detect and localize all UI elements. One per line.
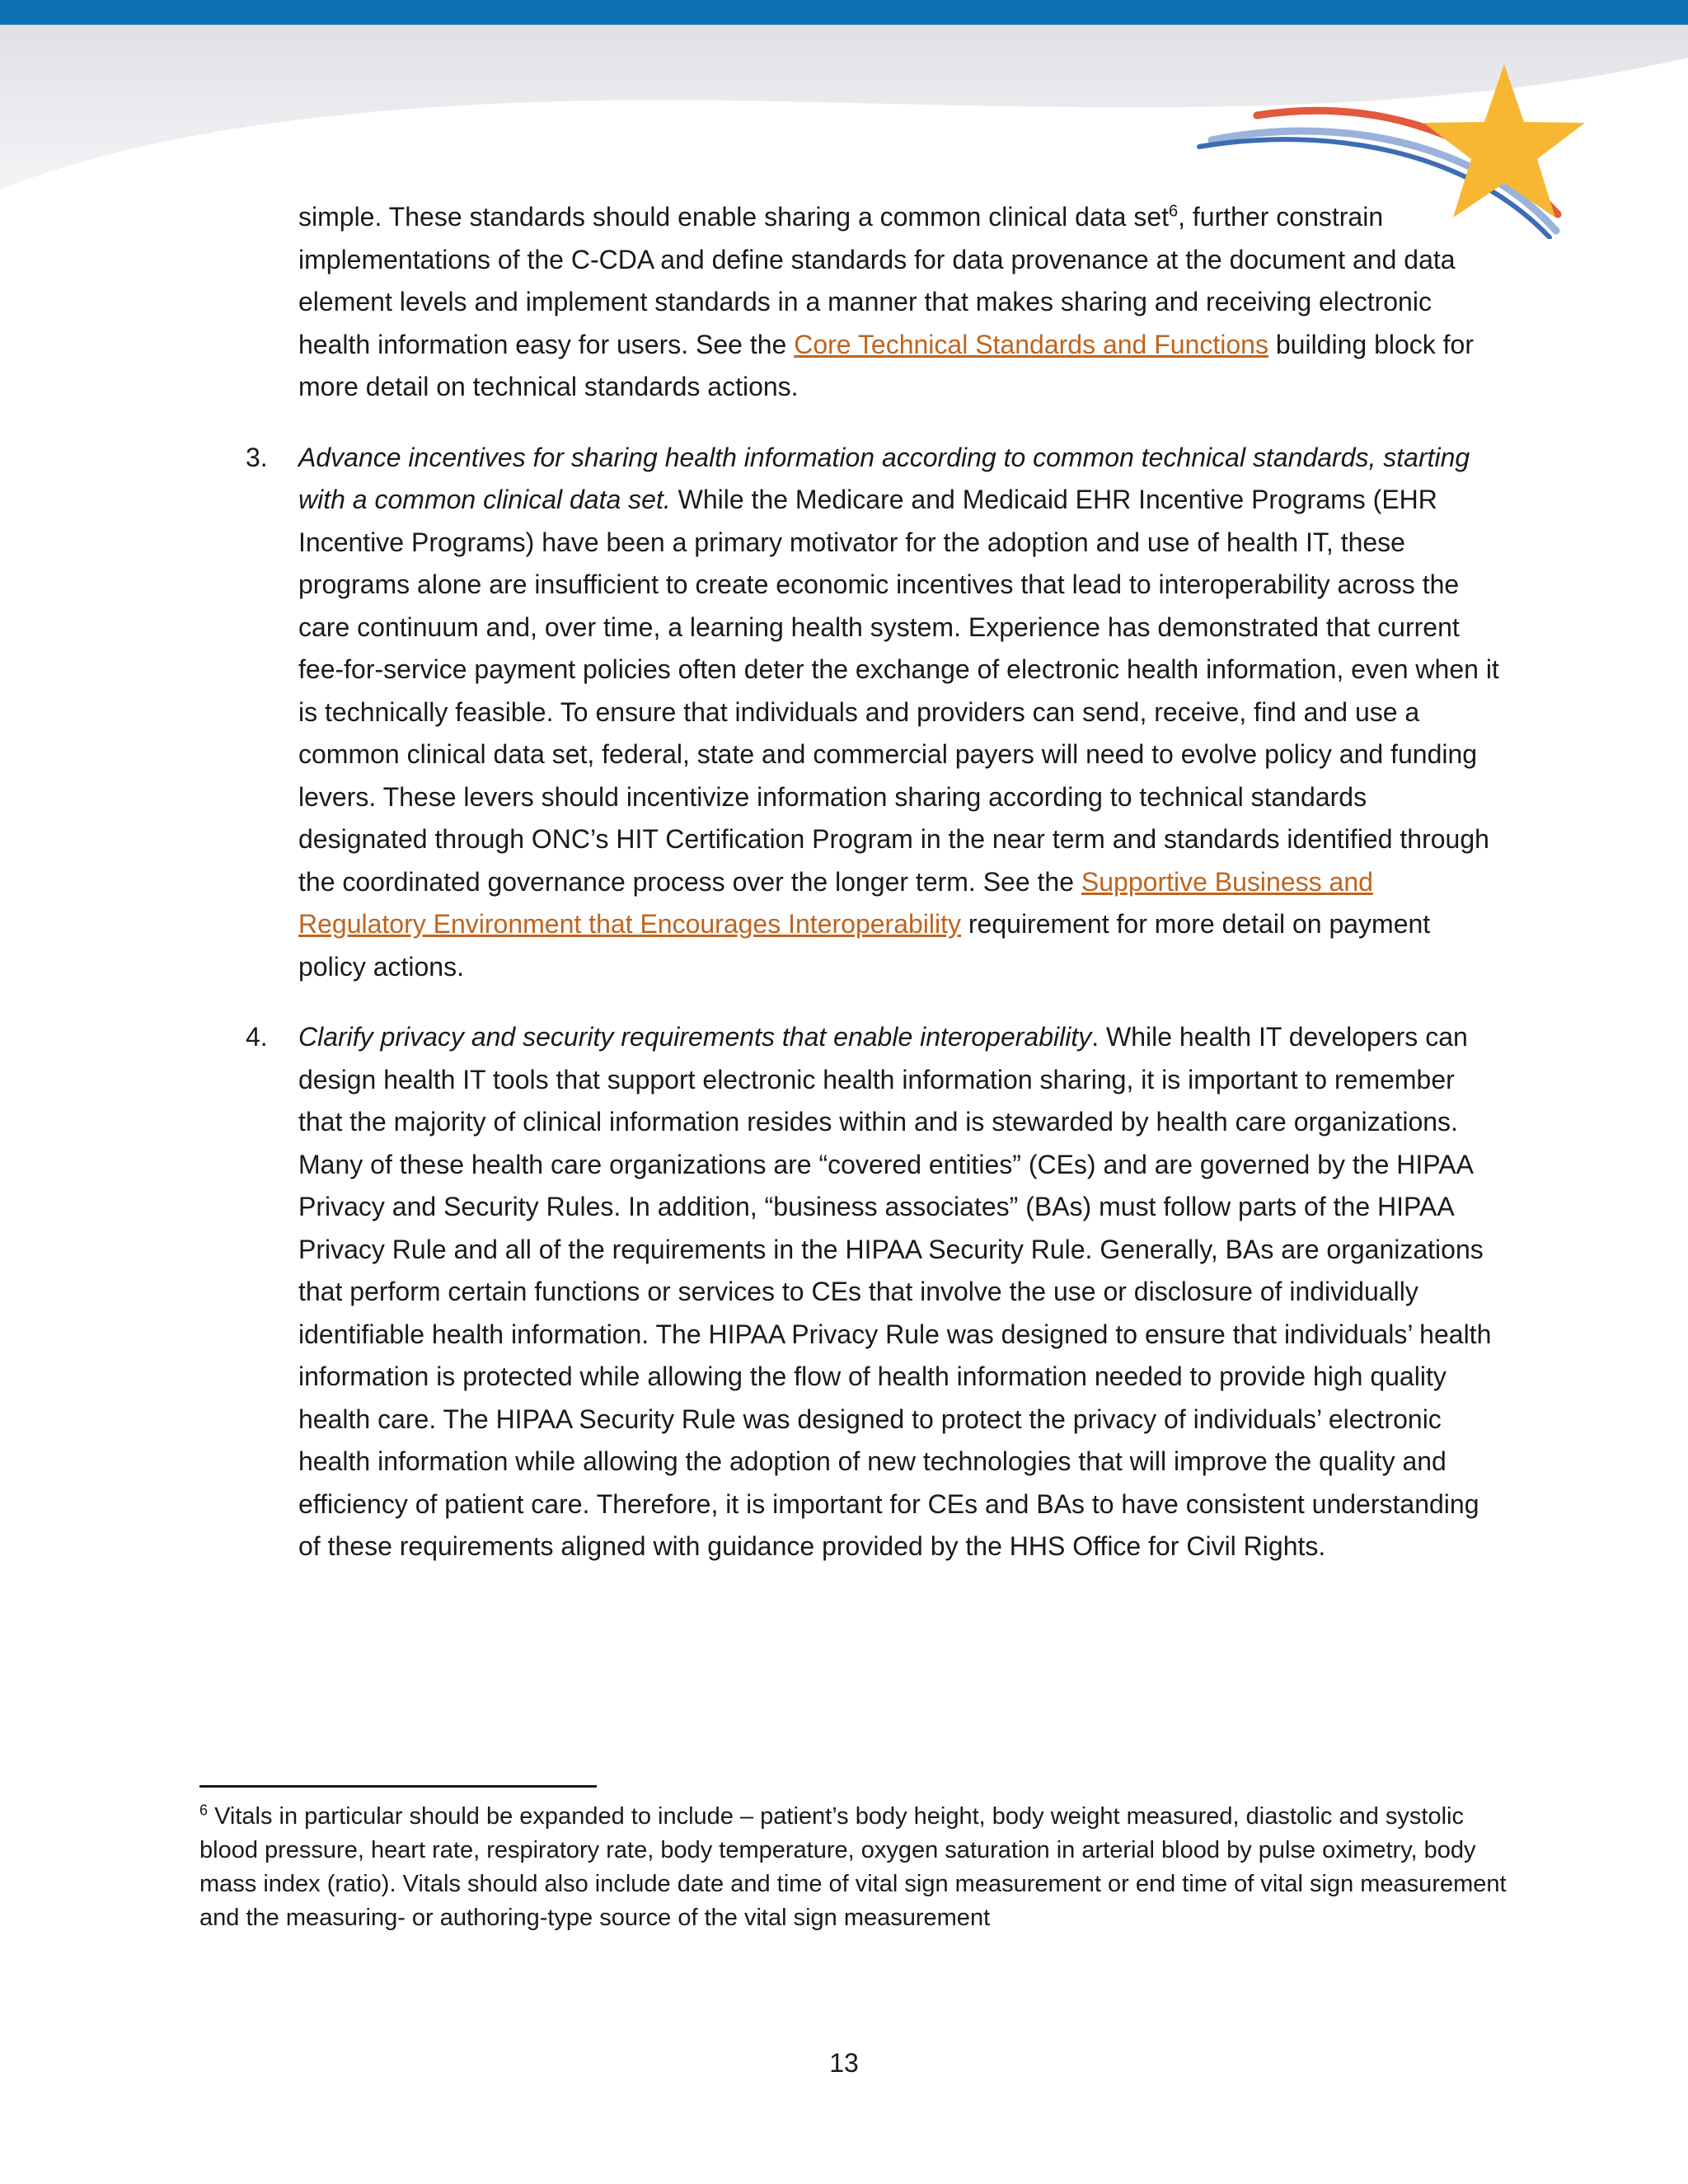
list-item-3: 3. Advance incentives for sharing health information according to common technical standards, starting with a common clinical data set. While the Medicare and Medicaid EHR Incentive Programs (EHR Incentive Programs) have been a primary motivator for the adoption and use of health IT, these programs alone are insufficient to create economic incentives that lead to interoperability across the care continuum and, over time, a learning health system. Experience has demonstrated that current fee-for-service payment policies often deter the exchange of electronic health information, even when it is technically feasible. To ensure that individuals and providers can send, receive, find and use a common clinical data set, federal, state and commercial payers will need to evolve policy and funding levers. These levers should incentivize information sharing according to technical standards designated through ONC’s HIT Certification Program in the near term and standards identified through the coordinated governance process over the longer term. See the Supportive Business and Regulatory Environment that Encourages Interoperability requirement for more detail on payment policy actions. [298,437,1502,989]
list-number: 3. [246,442,268,472]
document-body [246,196,1502,1596]
continuation-paragraph: simple. These standards should enable sharing a common clinical data set$^6$, further constrain implementations of the C-CDA and define standards for data provenance at the document and data element levels and implement standards in a manner that makes sharing and receiving electronic health information easy for users. See the Core Technical Standards and Functions building block for more detail on technical standards actions. [298,202,1474,401]
link-core-technical-standards[interactable]: Core Technical Standards and Functions [794,329,1268,359]
footnote-divider [199,1785,597,1788]
header-band [0,0,1688,25]
page-number: 13 [829,2048,859,2078]
list-item-lead: Advance incentives for sharing health information according to common technical standards, starting with a common clinical data set. [298,442,1470,514]
list-item-4: 4. Clarify privacy and security requirements that enable interoperability. While health IT developers can design health IT tools that support electronic health information sharing, it is important to remember that the majority of clinical information resides within and is stewarded by health care organizations. Many of these health care organizations are “covered entities” (CEs) and are governed by the HIPAA Privacy and Security Rules. In addition, “business associates” (BAs) must follow parts of the HIPAA Privacy Rule and all of the requirements in the HIPAA Security Rule. Generally, BAs are organizations that perform certain functions or services to CEs that involve the use or disclosure of individually identifiable health information. The HIPAA Privacy Rule was designed to ensure that individuals’ health information is protected while allowing the flow of health information needed to provide high quality health care. The HIPAA Security Rule was designed to protect the privacy of individuals’ electronic health information while allowing the adoption of new technologies that will improve the quality and efficiency of patient care. Therefore, it is important for CEs and BAs to have consistent understanding of these requirements aligned with guidance provided by the HHS Office for Civil Rights. [298,1016,1502,1568]
list-number: 4. [246,1022,268,1052]
footnote-reference[interactable]: 6 [1169,202,1179,221]
footnote-text: Vitals in particular should be expanded to include – patient’s body height, body weight measured, diastolic and systolic blood pressure, heart rate, respiratory rate, body temperature, oxygen saturation in arterial blood by pulse oximetry, body mass index (ratio). Vitals should also include date and time of vital sign measurement or end time of vital sign measurement and the measuring- or authoring-type source of the vital sign measurement [199,1803,1507,1931]
footnote-marker: 6 [199,1802,209,1819]
footnote [199,1800,1510,1935]
link-supportive-business-environment[interactable]: Supportive Business and Regulatory Environment that Encourages Interoperability [298,866,1373,939]
list-item-lead: Clarify privacy and security requirements that enable interoperability [298,1022,1092,1052]
